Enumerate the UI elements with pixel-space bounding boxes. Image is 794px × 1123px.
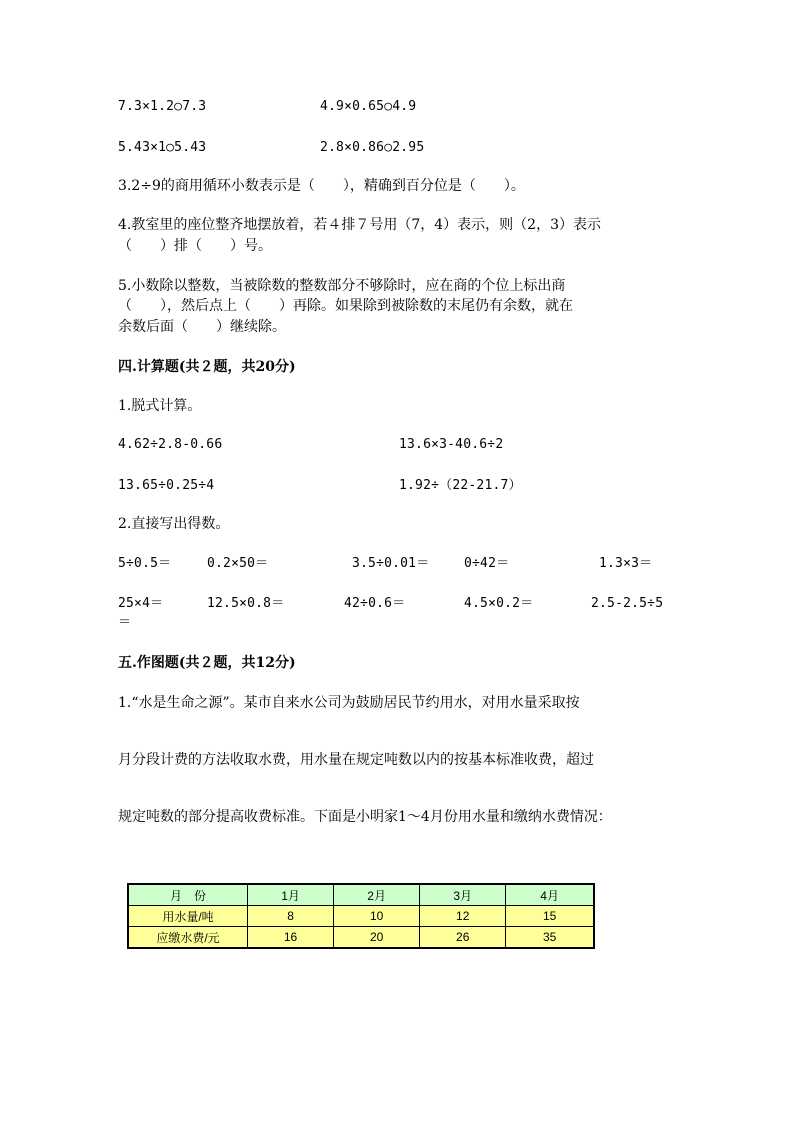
section-5-q1-line-1: 1.“水是生命之源”。某市自来水公司为鼓励居民节约用水，对用水量采取按 [118, 695, 580, 711]
direct-item-8: 42÷0.6＝ [344, 596, 406, 611]
direct-item-9: 4.5×0.2＝ [464, 596, 534, 611]
table-cell: 8 [248, 906, 334, 927]
question-4-line-2: （ ）排（ ）号。 [118, 238, 272, 254]
direct-item-2: 0.2×50＝ [207, 556, 269, 571]
direct-item-7: 12.5×0.8＝ [207, 596, 285, 611]
table-cell: 15 [506, 906, 594, 927]
water-fee-table [127, 883, 595, 949]
table-cell: 12 [420, 906, 506, 927]
header-cell-jan: 1月 [248, 884, 334, 906]
section-4-q2-title: 2.直接写出得数。 [118, 516, 230, 532]
direct-item-10: 2.5-2.5÷5 [591, 596, 664, 611]
calc-item-3: 13.65÷0.25÷4 [118, 478, 215, 493]
section-5-q1-line-2: 月分段计费的方法收取水费，用水量在规定吨数以内的按基本标准收费，超过 [118, 752, 594, 768]
direct-item-6: 25×4＝ [118, 596, 164, 611]
comparison-2-left: 5.43×1○5.43 [118, 140, 207, 155]
row-label-water-fee: 应缴水费/元 [128, 927, 248, 949]
direct-item-3: 3.5÷0.01＝ [352, 556, 430, 571]
question-5-line-2: （ ），然后点上（ ）再除。如果除到被除数的末尾仍有余数，就在 [118, 298, 573, 314]
comparison-1-left: 7.3×1.2○7.3 [118, 99, 207, 114]
row-label-water-usage: 用水量/吨 [128, 906, 248, 927]
table-cell: 35 [506, 927, 594, 949]
section-5-q1-line-3: 规定吨数的部分提高收费标准。下面是小明家1～4月份用水量和缴纳水费情况： [118, 809, 612, 825]
direct-item-1: 5÷0.5＝ [118, 556, 172, 571]
question-4-line-1: 4.教室里的座位整齐地摆放着，若４排７号用（7，4）表示，则（2，3）表示 [118, 217, 601, 233]
direct-item-4: 0÷42＝ [464, 556, 510, 571]
question-5-line-3: 余数后面（ ）继续除。 [118, 319, 286, 335]
table-cell: 20 [334, 927, 420, 949]
calc-item-1: 4.62÷2.8-0.66 [118, 437, 223, 452]
calc-item-2: 13.6×3-40.6÷2 [399, 437, 504, 452]
question-5-line-1: 5.小数除以整数，当被除数的整数部分不够除时，应在商的个位上标出商 [118, 278, 566, 294]
direct-item-10-wrap: ＝ [118, 615, 132, 630]
table-cell: 26 [420, 927, 506, 949]
table-cell: 16 [248, 927, 334, 949]
question-3: 3.2÷9的商用循环小数表示是（ ），精确到百分位是（ ）。 [118, 178, 525, 194]
section-5-title: 五.作图题(共２题，共12分) [118, 655, 296, 671]
section-4-q1-title: 1.脱式计算。 [118, 398, 202, 414]
header-cell-apr: 4月 [506, 884, 594, 906]
header-cell-mar: 3月 [420, 884, 506, 906]
header-cell-feb: 2月 [334, 884, 420, 906]
table-cell: 10 [334, 906, 420, 927]
table-row [128, 906, 594, 927]
table-row [128, 927, 594, 949]
comparison-1-right: 4.9×0.65○4.9 [320, 99, 417, 114]
header-cell-month: 月 份 [128, 884, 248, 906]
table-header-row [128, 884, 594, 906]
comparison-2-right: 2.8×0.86○2.95 [320, 140, 425, 155]
section-4-title: 四.计算题(共２题，共20分) [118, 359, 296, 375]
direct-item-5: 1.3×3＝ [599, 556, 653, 571]
calc-item-4: 1.92÷（22-21.7） [399, 478, 522, 493]
